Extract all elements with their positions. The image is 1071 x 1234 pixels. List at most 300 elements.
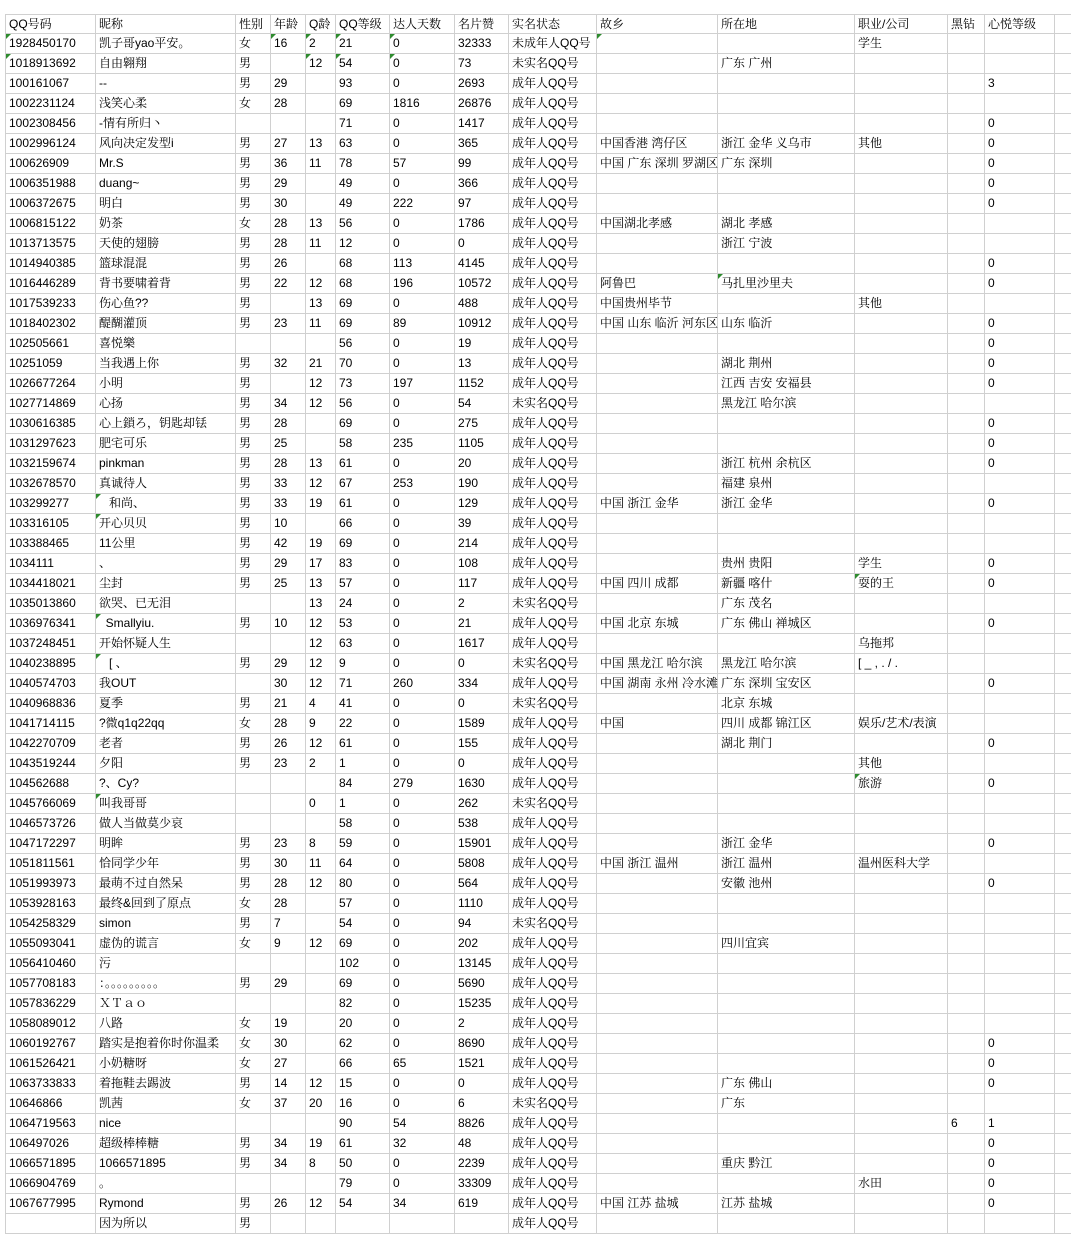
cell-qq[interactable]: 1018913692 [5,54,96,74]
cell-likes[interactable]: 33309 [455,1174,509,1194]
cell-job[interactable] [855,1114,948,1134]
cell-job[interactable] [855,1094,948,1114]
cell-job[interactable] [855,214,948,234]
cell-qage[interactable]: 0 [306,794,336,814]
cell-qq[interactable]: 1058089012 [5,1014,96,1034]
cell-job[interactable] [855,954,948,974]
cell-likes[interactable]: 1110 [455,894,509,914]
cell-status[interactable]: 成年人QQ号 [509,874,597,894]
cell-daren[interactable]: 0 [390,834,455,854]
cell-qq[interactable]: 1057708183 [5,974,96,994]
cell-likes[interactable]: 275 [455,414,509,434]
empty-column-cell[interactable] [1055,954,1071,974]
cell-qq[interactable]: 1036976341 [5,614,96,634]
cell-qage[interactable]: 13 [306,594,336,614]
cell-likes[interactable]: 1786 [455,214,509,234]
cell-diamond[interactable] [948,94,985,114]
cell-job[interactable] [855,94,948,114]
cell-daren[interactable]: 0 [390,1074,455,1094]
cell-qq[interactable]: 1034111 [5,554,96,574]
cell-age[interactable]: 21 [271,694,306,714]
cell-age[interactable]: 30 [271,674,306,694]
cell-likes[interactable]: 1105 [455,434,509,454]
cell-xinyue[interactable] [985,534,1055,554]
cell-status[interactable]: 成年人QQ号 [509,354,597,374]
cell-age[interactable]: 22 [271,274,306,294]
cell-age[interactable]: 42 [271,534,306,554]
cell-likes[interactable]: 5690 [455,974,509,994]
cell-nick[interactable]: 开始怀疑人生 [96,634,236,654]
cell-age[interactable] [271,594,306,614]
cell-likes[interactable]: 39 [455,514,509,534]
cell-qage[interactable]: 12 [306,1074,336,1094]
cell-job[interactable] [855,1074,948,1094]
cell-qage[interactable]: 12 [306,734,336,754]
cell-nick[interactable]: -情有所归丶 [96,114,236,134]
cell-status[interactable]: 成年人QQ号 [509,1014,597,1034]
cell-nick[interactable]: 1066571895 [96,1154,236,1174]
cell-qq[interactable]: 10646866 [5,1094,96,1114]
cell-xinyue[interactable]: 0 [985,414,1055,434]
cell-likes[interactable]: 2693 [455,74,509,94]
cell-qq[interactable]: 106497026 [5,1134,96,1154]
cell-likes[interactable]: 334 [455,674,509,694]
cell-status[interactable]: 成年人QQ号 [509,754,597,774]
cell-status[interactable]: 成年人QQ号 [509,454,597,474]
cell-age[interactable]: 34 [271,1134,306,1154]
cell-level[interactable]: 80 [336,874,390,894]
cell-hometown[interactable]: 中国 [597,714,718,734]
cell-age[interactable] [271,1214,306,1234]
cell-likes[interactable]: 1417 [455,114,509,134]
cell-gender[interactable]: 男 [236,194,271,214]
cell-qage[interactable]: 12 [306,274,336,294]
cell-gender[interactable] [236,114,271,134]
cell-xinyue[interactable]: 0 [985,1074,1055,1094]
cell-nick[interactable]: 着拖鞋去踢波 [96,1074,236,1094]
cell-hometown[interactable]: 中国 黑龙江 哈尔滨 [597,654,718,674]
cell-hometown[interactable] [597,554,718,574]
empty-column-cell[interactable] [1055,1054,1071,1074]
cell-xinyue[interactable] [985,214,1055,234]
cell-level[interactable]: 69 [336,974,390,994]
cell-hometown[interactable] [597,894,718,914]
cell-daren[interactable]: 0 [390,1154,455,1174]
cell-level[interactable]: 66 [336,514,390,534]
cell-age[interactable]: 33 [271,474,306,494]
cell-xinyue[interactable] [985,974,1055,994]
cell-hometown[interactable]: 中国贵州毕节 [597,294,718,314]
cell-location[interactable] [718,1014,855,1034]
cell-daren[interactable]: 0 [390,454,455,474]
cell-job[interactable] [855,174,948,194]
cell-daren[interactable]: 0 [390,814,455,834]
cell-daren[interactable]: 0 [390,1094,455,1114]
cell-job[interactable] [855,54,948,74]
cell-qage[interactable] [306,954,336,974]
empty-column-cell[interactable] [1055,34,1071,54]
cell-likes[interactable]: 117 [455,574,509,594]
cell-likes[interactable]: 99 [455,154,509,174]
cell-daren[interactable]: 0 [390,594,455,614]
cell-hometown[interactable] [597,234,718,254]
cell-diamond[interactable] [948,1014,985,1034]
cell-age[interactable]: 10 [271,514,306,534]
cell-xinyue[interactable]: 0 [985,154,1055,174]
cell-qage[interactable]: 2 [306,754,336,774]
cell-gender[interactable]: 男 [236,554,271,574]
cell-age[interactable] [271,994,306,1014]
cell-qq[interactable]: 104562688 [5,774,96,794]
cell-gender[interactable]: 男 [236,534,271,554]
empty-column-cell[interactable] [1055,1154,1071,1174]
empty-column-cell[interactable] [1055,14,1071,34]
cell-job[interactable] [855,314,948,334]
cell-qage[interactable]: 12 [306,874,336,894]
cell-gender[interactable]: 男 [236,314,271,334]
cell-gender[interactable]: 女 [236,1094,271,1114]
cell-nick[interactable]: 伤心鱼?? [96,294,236,314]
cell-gender[interactable]: 男 [236,474,271,494]
cell-qq[interactable]: 1055093041 [5,934,96,954]
cell-diamond[interactable] [948,894,985,914]
cell-qq[interactable]: 1002231124 [5,94,96,114]
cell-daren[interactable]: 0 [390,874,455,894]
cell-xinyue[interactable]: 0 [985,734,1055,754]
cell-location[interactable]: 四川 成都 锦江区 [718,714,855,734]
cell-qq[interactable]: 1043519244 [5,754,96,774]
cell-location[interactable]: 浙江 金华 义乌市 [718,134,855,154]
cell-qq[interactable]: 1018402302 [5,314,96,334]
cell-location[interactable]: 广东 广州 [718,54,855,74]
cell-xinyue[interactable]: 0 [985,1154,1055,1174]
cell-location[interactable]: 广东 佛山 [718,1074,855,1094]
cell-status[interactable]: 成年人QQ号 [509,474,597,494]
cell-hometown[interactable] [597,414,718,434]
cell-job[interactable] [855,194,948,214]
cell-daren[interactable] [390,1214,455,1234]
cell-likes[interactable]: 1630 [455,774,509,794]
cell-qage[interactable] [306,774,336,794]
cell-location[interactable]: 黑龙江 哈尔滨 [718,654,855,674]
cell-gender[interactable]: 男 [236,574,271,594]
cell-status[interactable]: 未实名QQ号 [509,394,597,414]
cell-likes[interactable]: 129 [455,494,509,514]
cell-diamond[interactable]: 6 [948,1114,985,1134]
cell-nick[interactable]: 醍醐灌顶 [96,314,236,334]
cell-location[interactable]: 新疆 喀什 [718,574,855,594]
cell-level[interactable]: 50 [336,1154,390,1174]
cell-xinyue[interactable] [985,594,1055,614]
cell-daren[interactable]: 0 [390,334,455,354]
cell-qq[interactable]: 1037248451 [5,634,96,654]
cell-daren[interactable]: 0 [390,354,455,374]
cell-xinyue[interactable] [985,754,1055,774]
cell-likes[interactable]: 214 [455,534,509,554]
cell-xinyue[interactable] [985,294,1055,314]
empty-column-cell[interactable] [1055,1194,1071,1214]
cell-xinyue[interactable]: 0 [985,274,1055,294]
cell-nick[interactable]: 夏季 [96,694,236,714]
cell-diamond[interactable] [948,494,985,514]
empty-column-cell[interactable] [1055,274,1071,294]
cell-job[interactable] [855,114,948,134]
cell-hometown[interactable] [597,734,718,754]
cell-gender[interactable]: 男 [236,494,271,514]
cell-qq[interactable]: 1040574703 [5,674,96,694]
column-header-gender[interactable]: 性别 [236,14,271,34]
cell-likes[interactable]: 10912 [455,314,509,334]
cell-age[interactable]: 29 [271,74,306,94]
cell-qage[interactable] [306,514,336,534]
empty-column-cell[interactable] [1055,634,1071,654]
cell-status[interactable]: 成年人QQ号 [509,1214,597,1234]
empty-column-cell[interactable] [1055,1114,1071,1134]
cell-level[interactable]: 63 [336,134,390,154]
cell-qq[interactable]: 1051811561 [5,854,96,874]
cell-nick[interactable]: Mr.S [96,154,236,174]
cell-xinyue[interactable]: 0 [985,554,1055,574]
cell-hometown[interactable]: 中国香港 湾仔区 [597,134,718,154]
cell-diamond[interactable] [948,314,985,334]
cell-diamond[interactable] [948,994,985,1014]
cell-job[interactable] [855,234,948,254]
cell-daren[interactable]: 32 [390,1134,455,1154]
cell-gender[interactable]: 男 [236,54,271,74]
cell-hometown[interactable] [597,1214,718,1234]
cell-xinyue[interactable]: 1 [985,1114,1055,1134]
cell-job[interactable]: 娱乐/艺术/表演 [855,714,948,734]
cell-hometown[interactable] [597,954,718,974]
cell-age[interactable]: 36 [271,154,306,174]
empty-column-cell[interactable] [1055,154,1071,174]
cell-status[interactable]: 成年人QQ号 [509,134,597,154]
cell-daren[interactable]: 0 [390,214,455,234]
cell-level[interactable]: 1 [336,754,390,774]
empty-column-cell[interactable] [1055,294,1071,314]
cell-nick[interactable]: 喜悦樂 [96,334,236,354]
cell-location[interactable] [718,34,855,54]
cell-age[interactable]: 7 [271,914,306,934]
cell-diamond[interactable] [948,1154,985,1174]
cell-xinyue[interactable] [985,514,1055,534]
cell-likes[interactable]: 94 [455,914,509,934]
cell-xinyue[interactable]: 0 [985,134,1055,154]
cell-gender[interactable] [236,794,271,814]
cell-qq[interactable]: 1034418021 [5,574,96,594]
cell-qq[interactable]: 1061526421 [5,1054,96,1074]
cell-diamond[interactable] [948,694,985,714]
cell-location[interactable] [718,194,855,214]
cell-age[interactable]: 29 [271,654,306,674]
cell-hometown[interactable] [597,434,718,454]
cell-level[interactable]: 78 [336,154,390,174]
cell-job[interactable]: 耍的王 [855,574,948,594]
cell-status[interactable]: 成年人QQ号 [509,94,597,114]
cell-qage[interactable] [306,974,336,994]
cell-nick[interactable]: 、 [96,554,236,574]
cell-likes[interactable]: 366 [455,174,509,194]
cell-nick[interactable]: 肥宅可乐 [96,434,236,454]
cell-nick[interactable]: 自由翱翔 [96,54,236,74]
cell-gender[interactable]: 男 [236,1194,271,1214]
cell-job[interactable] [855,514,948,534]
cell-status[interactable]: 成年人QQ号 [509,374,597,394]
cell-hometown[interactable] [597,1154,718,1174]
cell-qq[interactable]: 1026677264 [5,374,96,394]
cell-level[interactable]: 54 [336,914,390,934]
cell-qq[interactable]: 1046573726 [5,814,96,834]
cell-qage[interactable]: 19 [306,1134,336,1154]
cell-qq[interactable]: 1060192767 [5,1034,96,1054]
cell-gender[interactable] [236,954,271,974]
cell-level[interactable]: 102 [336,954,390,974]
cell-diamond[interactable] [948,234,985,254]
cell-likes[interactable]: 26876 [455,94,509,114]
cell-diamond[interactable] [948,214,985,234]
empty-column-cell[interactable] [1055,794,1071,814]
cell-daren[interactable]: 196 [390,274,455,294]
empty-column-cell[interactable] [1055,754,1071,774]
cell-xinyue[interactable]: 3 [985,74,1055,94]
cell-gender[interactable]: 女 [236,214,271,234]
cell-gender[interactable]: 男 [236,974,271,994]
cell-qage[interactable] [306,114,336,134]
cell-job[interactable]: [ _ , . / . [855,654,948,674]
cell-job[interactable] [855,414,948,434]
cell-qage[interactable]: 12 [306,394,336,414]
cell-location[interactable]: 浙江 杭州 余杭区 [718,454,855,474]
column-header-daren[interactable]: 达人天数 [390,14,455,34]
cell-daren[interactable]: 0 [390,414,455,434]
cell-hometown[interactable]: 中国 四川 成都 [597,574,718,594]
empty-column-cell[interactable] [1055,194,1071,214]
cell-qage[interactable] [306,334,336,354]
cell-nick[interactable]: 尘封 [96,574,236,594]
cell-age[interactable]: 19 [271,1014,306,1034]
cell-qage[interactable] [306,94,336,114]
cell-nick[interactable]: nice [96,1114,236,1134]
cell-daren[interactable]: 0 [390,914,455,934]
cell-qage[interactable]: 8 [306,834,336,854]
cell-qage[interactable]: 13 [306,574,336,594]
cell-job[interactable] [855,494,948,514]
cell-nick[interactable]: [ 、 [96,654,236,674]
cell-xinyue[interactable] [985,934,1055,954]
cell-nick[interactable]: ：。。。。。。。。。 [96,974,236,994]
cell-qq[interactable]: 1017539233 [5,294,96,314]
cell-xinyue[interactable]: 0 [985,774,1055,794]
cell-status[interactable]: 未实名QQ号 [509,54,597,74]
empty-column-cell[interactable] [1055,214,1071,234]
cell-daren[interactable]: 0 [390,634,455,654]
cell-level[interactable]: 63 [336,634,390,654]
column-header-status[interactable]: 实名状态 [509,14,597,34]
cell-likes[interactable]: 0 [455,754,509,774]
empty-column-cell[interactable] [1055,614,1071,634]
empty-column-cell[interactable] [1055,474,1071,494]
cell-likes[interactable]: 20 [455,454,509,474]
cell-qq[interactable]: 103316105 [5,514,96,534]
cell-daren[interactable]: 0 [390,554,455,574]
cell-diamond[interactable] [948,54,985,74]
cell-likes[interactable]: 1617 [455,634,509,654]
cell-daren[interactable]: 0 [390,1174,455,1194]
cell-job[interactable] [855,354,948,374]
cell-location[interactable]: 浙江 宁波 [718,234,855,254]
cell-job[interactable] [855,1194,948,1214]
cell-job[interactable] [855,614,948,634]
cell-qage[interactable]: 4 [306,694,336,714]
cell-diamond[interactable] [948,474,985,494]
cell-xinyue[interactable]: 0 [985,454,1055,474]
cell-gender[interactable] [236,814,271,834]
cell-level[interactable]: 1 [336,794,390,814]
column-header-level[interactable]: QQ等级 [336,14,390,34]
cell-age[interactable]: 28 [271,214,306,234]
cell-gender[interactable]: 男 [236,454,271,474]
cell-location[interactable] [718,914,855,934]
cell-diamond[interactable] [948,954,985,974]
cell-diamond[interactable] [948,774,985,794]
cell-nick[interactable]: 我OUT [96,674,236,694]
cell-nick[interactable]: 凯茜 [96,1094,236,1114]
cell-daren[interactable]: 0 [390,514,455,534]
cell-status[interactable]: 成年人QQ号 [509,1074,597,1094]
cell-qage[interactable]: 11 [306,234,336,254]
cell-location[interactable]: 山东 临沂 [718,314,855,334]
cell-diamond[interactable] [948,154,985,174]
empty-column-cell[interactable] [1055,174,1071,194]
cell-age[interactable]: 30 [271,854,306,874]
cell-age[interactable]: 28 [271,454,306,474]
cell-hometown[interactable] [597,634,718,654]
cell-nick[interactable]: 心扬 [96,394,236,414]
cell-xinyue[interactable]: 0 [985,674,1055,694]
cell-gender[interactable]: 男 [236,374,271,394]
cell-location[interactable] [718,94,855,114]
cell-nick[interactable]: 天使的翅膀 [96,234,236,254]
cell-diamond[interactable] [948,1134,985,1154]
cell-job[interactable] [855,1134,948,1154]
cell-age[interactable]: 34 [271,394,306,414]
cell-status[interactable]: 成年人QQ号 [509,234,597,254]
cell-likes[interactable]: 73 [455,54,509,74]
cell-job[interactable] [855,874,948,894]
cell-status[interactable]: 成年人QQ号 [509,114,597,134]
cell-level[interactable]: 66 [336,1054,390,1074]
cell-hometown[interactable] [597,514,718,534]
cell-qage[interactable] [306,414,336,434]
cell-xinyue[interactable]: 0 [985,494,1055,514]
cell-likes[interactable]: 619 [455,1194,509,1214]
cell-level[interactable]: 57 [336,574,390,594]
cell-level[interactable]: 62 [336,1034,390,1054]
cell-diamond[interactable] [948,674,985,694]
cell-gender[interactable] [236,1174,271,1194]
cell-diamond[interactable] [948,734,985,754]
cell-diamond[interactable] [948,574,985,594]
cell-diamond[interactable] [948,34,985,54]
cell-qage[interactable] [306,194,336,214]
cell-gender[interactable]: 男 [236,234,271,254]
cell-level[interactable]: 84 [336,774,390,794]
empty-column-cell[interactable] [1055,834,1071,854]
cell-xinyue[interactable]: 0 [985,1194,1055,1214]
cell-age[interactable]: 29 [271,554,306,574]
cell-diamond[interactable] [948,1194,985,1214]
cell-gender[interactable]: 男 [236,1074,271,1094]
